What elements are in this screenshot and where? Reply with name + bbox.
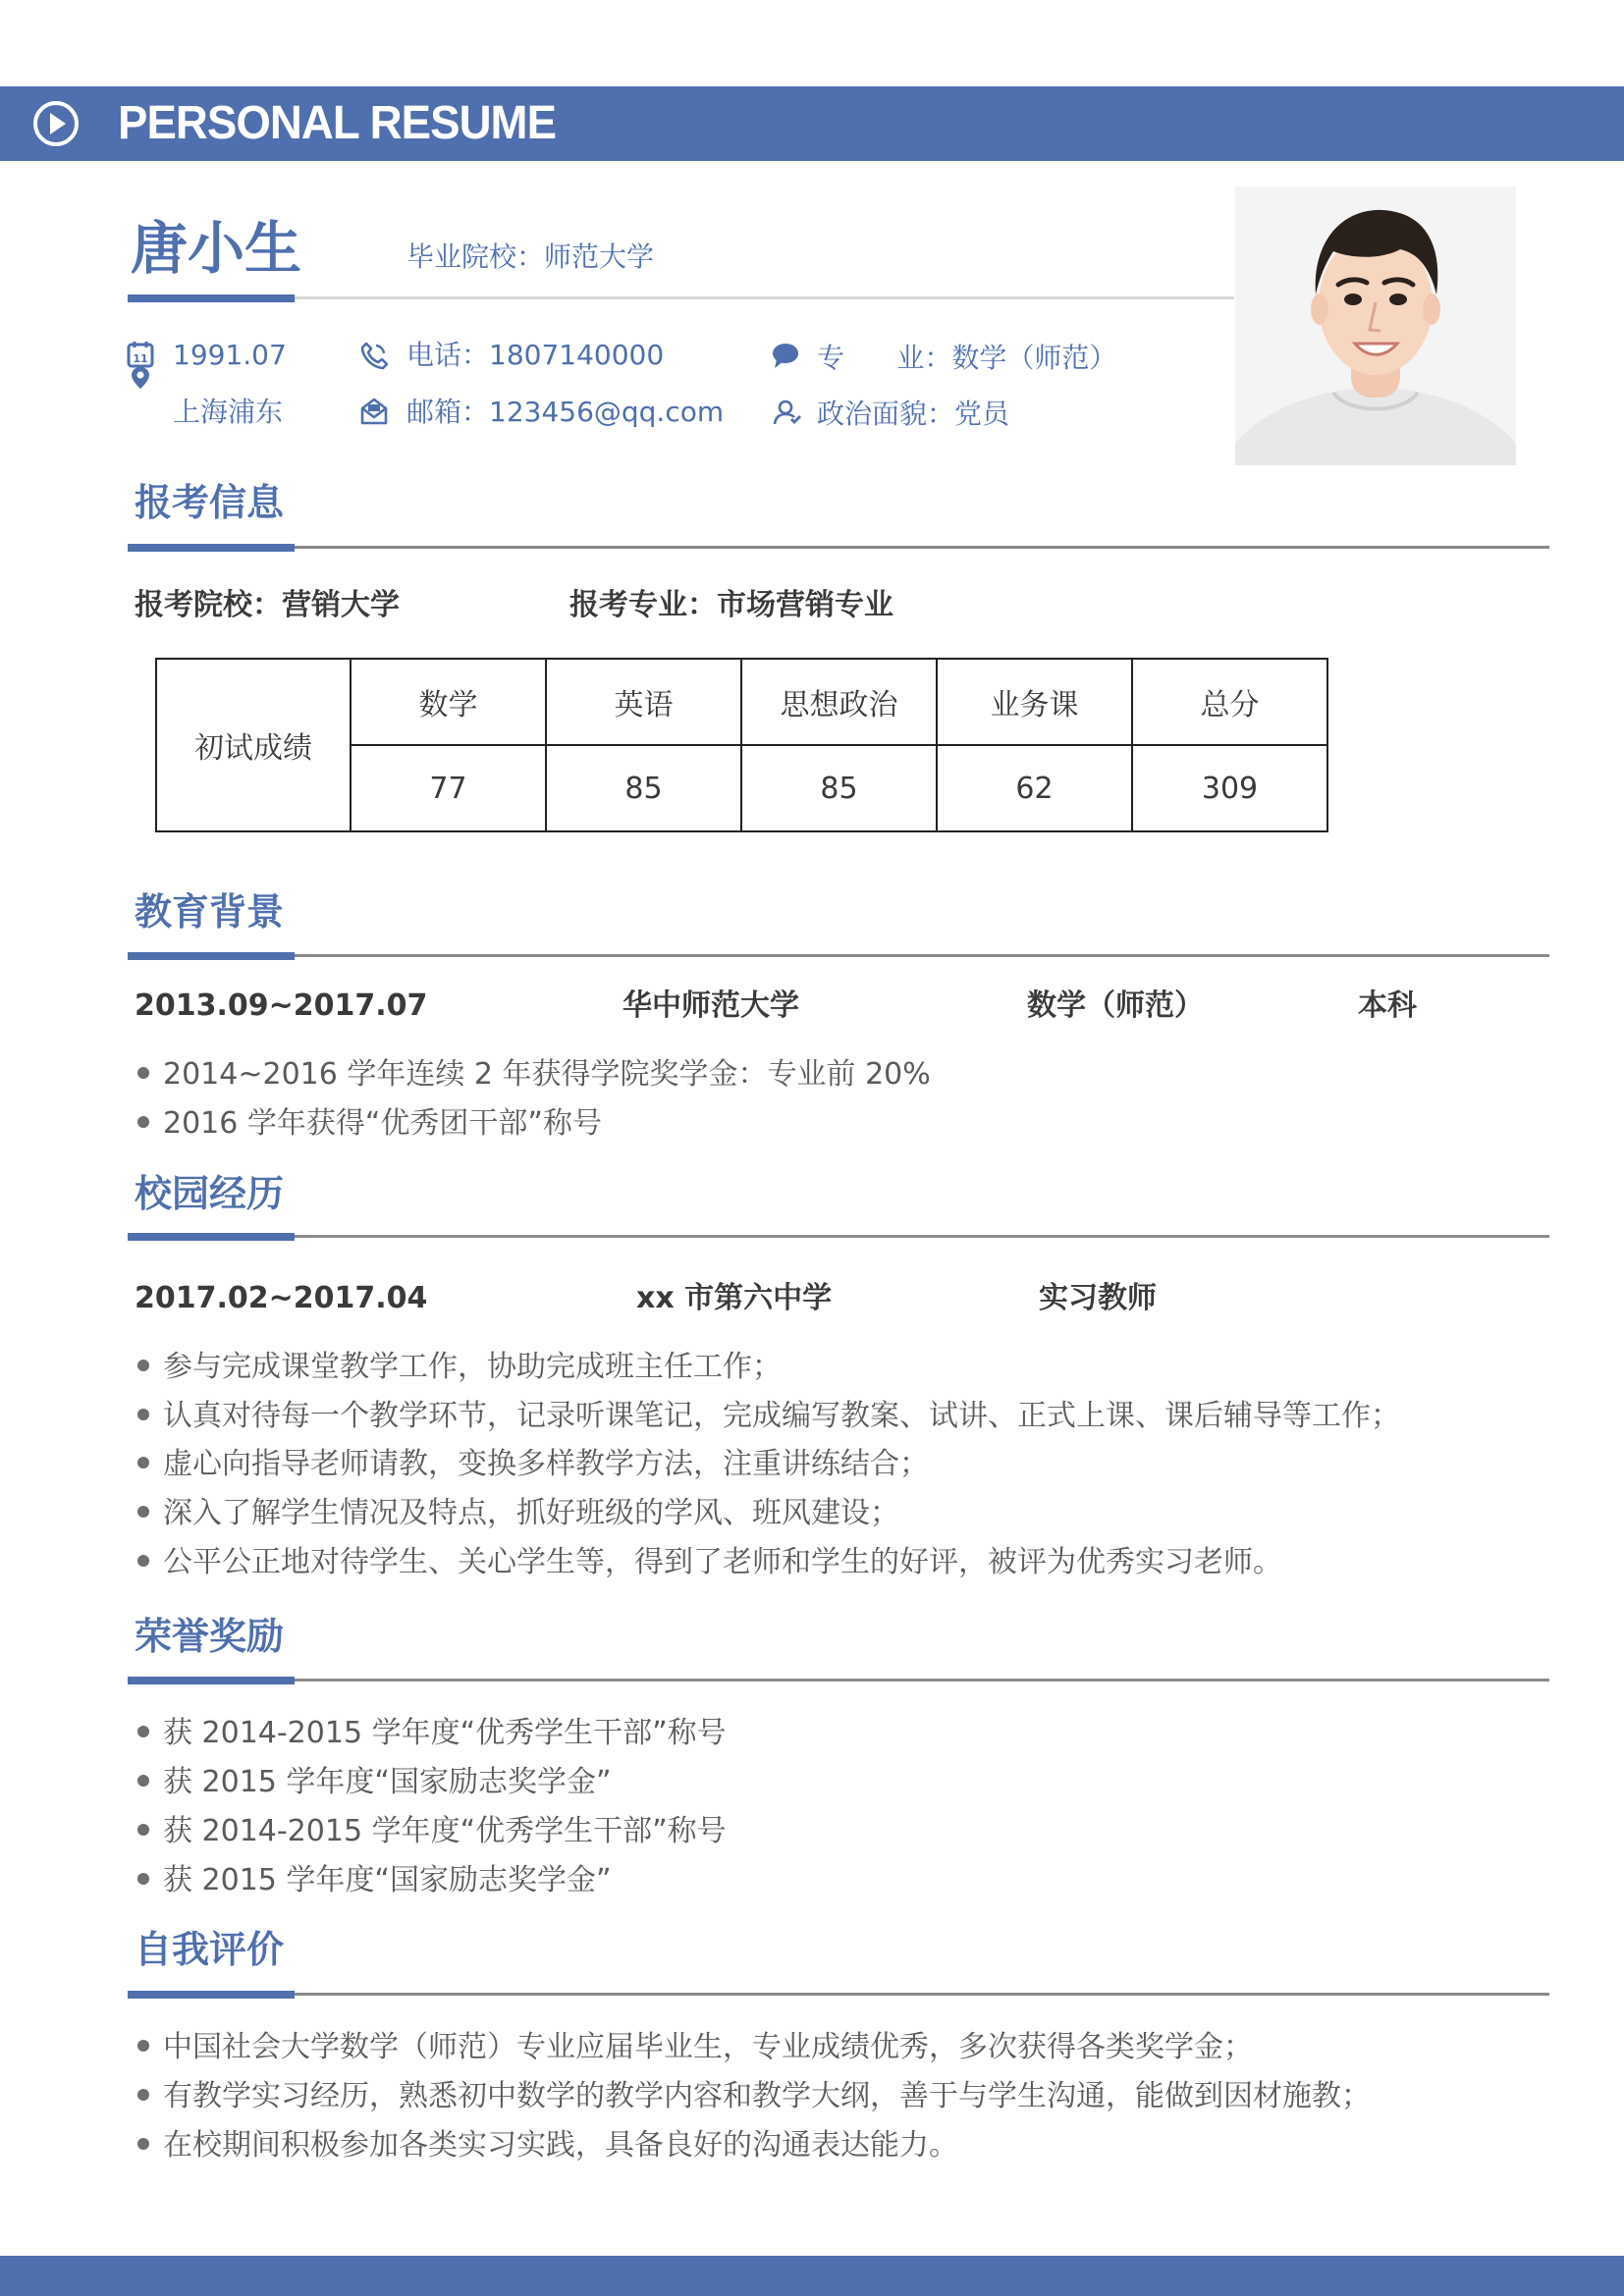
table-row bbox=[156, 659, 1327, 745]
table-header-cell: 总分 bbox=[1132, 659, 1327, 745]
list-item bbox=[137, 1763, 612, 1802]
list-item-text: 获 2014-2015 学年度“优秀学生干部”称号 bbox=[163, 1814, 727, 1848]
bullet-dot bbox=[137, 1457, 149, 1468]
svg-text:11: 11 bbox=[133, 352, 148, 365]
list-item bbox=[137, 1714, 727, 1753]
campus-org: xx 市第六中学 bbox=[636, 1281, 833, 1315]
location-pin-icon bbox=[128, 365, 153, 391]
section-divider-accent bbox=[128, 952, 295, 960]
list-item bbox=[137, 1861, 612, 1900]
education-school: 华中师范大学 bbox=[623, 988, 799, 1023]
section-divider-accent bbox=[128, 1991, 295, 1999]
list-item bbox=[137, 1104, 602, 1144]
political-status: 政治面貌：党员 bbox=[817, 398, 1010, 430]
candidate-name: 唐小生 bbox=[131, 215, 302, 282]
list-item bbox=[137, 2077, 1371, 2116]
list-item-text: 获 2015 学年度“国家励志奖学金” bbox=[163, 1765, 612, 1799]
list-item-text: 虚心向指导老师请教，变换多样教学方法，注重讲练结合； bbox=[163, 1447, 929, 1481]
education-major: 数学（师范） bbox=[1027, 988, 1204, 1023]
list-item-text: 获 2014-2015 学年度“优秀学生干部”称号 bbox=[163, 1716, 727, 1750]
campus-period: 2017.02~2017.04 bbox=[135, 1281, 428, 1315]
table-header-cell: 思想政治 bbox=[741, 659, 937, 745]
bullet-dot bbox=[137, 1555, 149, 1567]
chat-bubble-icon bbox=[771, 341, 800, 370]
table-header-cell: 业务课 bbox=[937, 659, 1132, 745]
table-cell: 85 bbox=[741, 745, 937, 831]
section-divider bbox=[128, 1235, 1549, 1238]
section-divider bbox=[128, 1679, 1549, 1682]
graduate-school: 毕业院校：师范大学 bbox=[406, 240, 655, 273]
table-row-label: 初试成绩 bbox=[156, 659, 351, 831]
banner-title: PERSONAL RESUME bbox=[118, 97, 557, 149]
bullet-dot bbox=[137, 2040, 149, 2052]
bullet-dot bbox=[137, 1506, 149, 1518]
section-divider bbox=[128, 1993, 1549, 1996]
table-cell: 62 bbox=[937, 745, 1132, 831]
list-item bbox=[137, 1397, 1400, 1436]
list-item bbox=[137, 1445, 929, 1484]
user-badge-icon bbox=[773, 398, 802, 427]
list-item-text: 认真对待每一个教学环节，记录听课笔记，完成编写教案、试讲、正式上课、课后辅导等工作； bbox=[163, 1399, 1400, 1433]
bullet-dot bbox=[137, 1775, 149, 1787]
section-divider bbox=[128, 954, 1549, 957]
profile-photo bbox=[1235, 187, 1516, 465]
major: 专 业：数学（师范） bbox=[817, 342, 1117, 374]
header-divider-accent bbox=[128, 294, 295, 302]
section-title-apply: 报考信息 bbox=[135, 481, 285, 524]
list-item bbox=[137, 1812, 727, 1851]
section-divider-accent bbox=[128, 1677, 295, 1684]
table-cell: 309 bbox=[1132, 745, 1327, 831]
bullet-dot bbox=[137, 1824, 149, 1836]
list-item-text: 在校期间积极参加各类实习实践，具备良好的沟通表达能力。 bbox=[163, 2128, 958, 2163]
email: 邮箱：123456@qq.com bbox=[406, 396, 725, 428]
list-item bbox=[137, 1348, 782, 1387]
education-period: 2013.09~2017.07 bbox=[135, 988, 428, 1023]
bullet-dot bbox=[137, 1360, 149, 1371]
bullet-dot bbox=[137, 2089, 149, 2101]
section-title-honors: 荣誉奖励 bbox=[135, 1615, 285, 1658]
section-title-self-evaluation: 自我评价 bbox=[135, 1928, 285, 1971]
campus-role: 实习教师 bbox=[1039, 1281, 1157, 1315]
list-item bbox=[137, 2126, 958, 2165]
list-item-text: 参与完成课堂教学工作，协助完成班主任工作； bbox=[163, 1350, 782, 1384]
table-cell: 85 bbox=[546, 745, 741, 831]
table-header-cell: 英语 bbox=[546, 659, 741, 745]
bullet-dot bbox=[137, 1873, 149, 1885]
bottom-banner bbox=[0, 2256, 1624, 2296]
apply-major: 报考专业：市场营销专业 bbox=[569, 588, 893, 622]
list-item-text: 公平公正地对待学生、关心学生等，得到了老师和学生的好评，被评为优秀实习老师。 bbox=[163, 1545, 1282, 1579]
score-table bbox=[155, 658, 1328, 832]
birth-date: 1991.07 bbox=[173, 339, 287, 371]
location: 上海浦东 bbox=[173, 396, 284, 428]
list-item-text: 获 2015 学年度“国家励志奖学金” bbox=[163, 1863, 612, 1897]
bullet-dot bbox=[137, 1116, 149, 1128]
phone: 电话：1807140000 bbox=[406, 339, 665, 371]
list-item bbox=[137, 1055, 931, 1095]
phone-icon bbox=[359, 341, 389, 370]
education-degree: 本科 bbox=[1358, 988, 1417, 1023]
bullet-dot bbox=[137, 2138, 149, 2150]
list-item bbox=[137, 1543, 1282, 1582]
list-item-text: 有教学实习经历，熟悉初中数学的教学内容和教学大纲，善于与学生沟通，能做到因材施教； bbox=[163, 2079, 1371, 2113]
apply-school: 报考院校：营销大学 bbox=[135, 588, 400, 622]
list-item-text: 2016 学年获得“优秀团干部”称号 bbox=[163, 1106, 602, 1141]
list-item-text: 中国社会大学数学（师范）专业应届毕业生，专业成绩优秀，多次获得各类奖学金； bbox=[163, 2030, 1253, 2064]
header-divider bbox=[131, 296, 1234, 299]
section-divider-accent bbox=[128, 1233, 295, 1241]
section-title-campus: 校园经历 bbox=[135, 1172, 285, 1215]
bullet-dot bbox=[137, 1409, 149, 1420]
list-item bbox=[137, 2028, 1253, 2067]
section-title-education: 教育背景 bbox=[135, 890, 285, 934]
list-item bbox=[137, 1494, 899, 1533]
mail-icon bbox=[359, 397, 389, 426]
play-circle-icon bbox=[31, 99, 81, 148]
list-item-text: 2014~2016 学年连续 2 年获得学院奖学金：专业前 20% bbox=[163, 1057, 931, 1092]
bullet-dot bbox=[137, 1726, 149, 1737]
list-item-text: 深入了解学生情况及特点，抓好班级的学风、班风建设； bbox=[163, 1496, 899, 1530]
table-cell: 77 bbox=[351, 745, 546, 831]
section-divider bbox=[128, 546, 1549, 549]
section-divider-accent bbox=[128, 544, 295, 552]
bullet-dot bbox=[137, 1067, 149, 1079]
table-header-cell: 数学 bbox=[351, 659, 546, 745]
